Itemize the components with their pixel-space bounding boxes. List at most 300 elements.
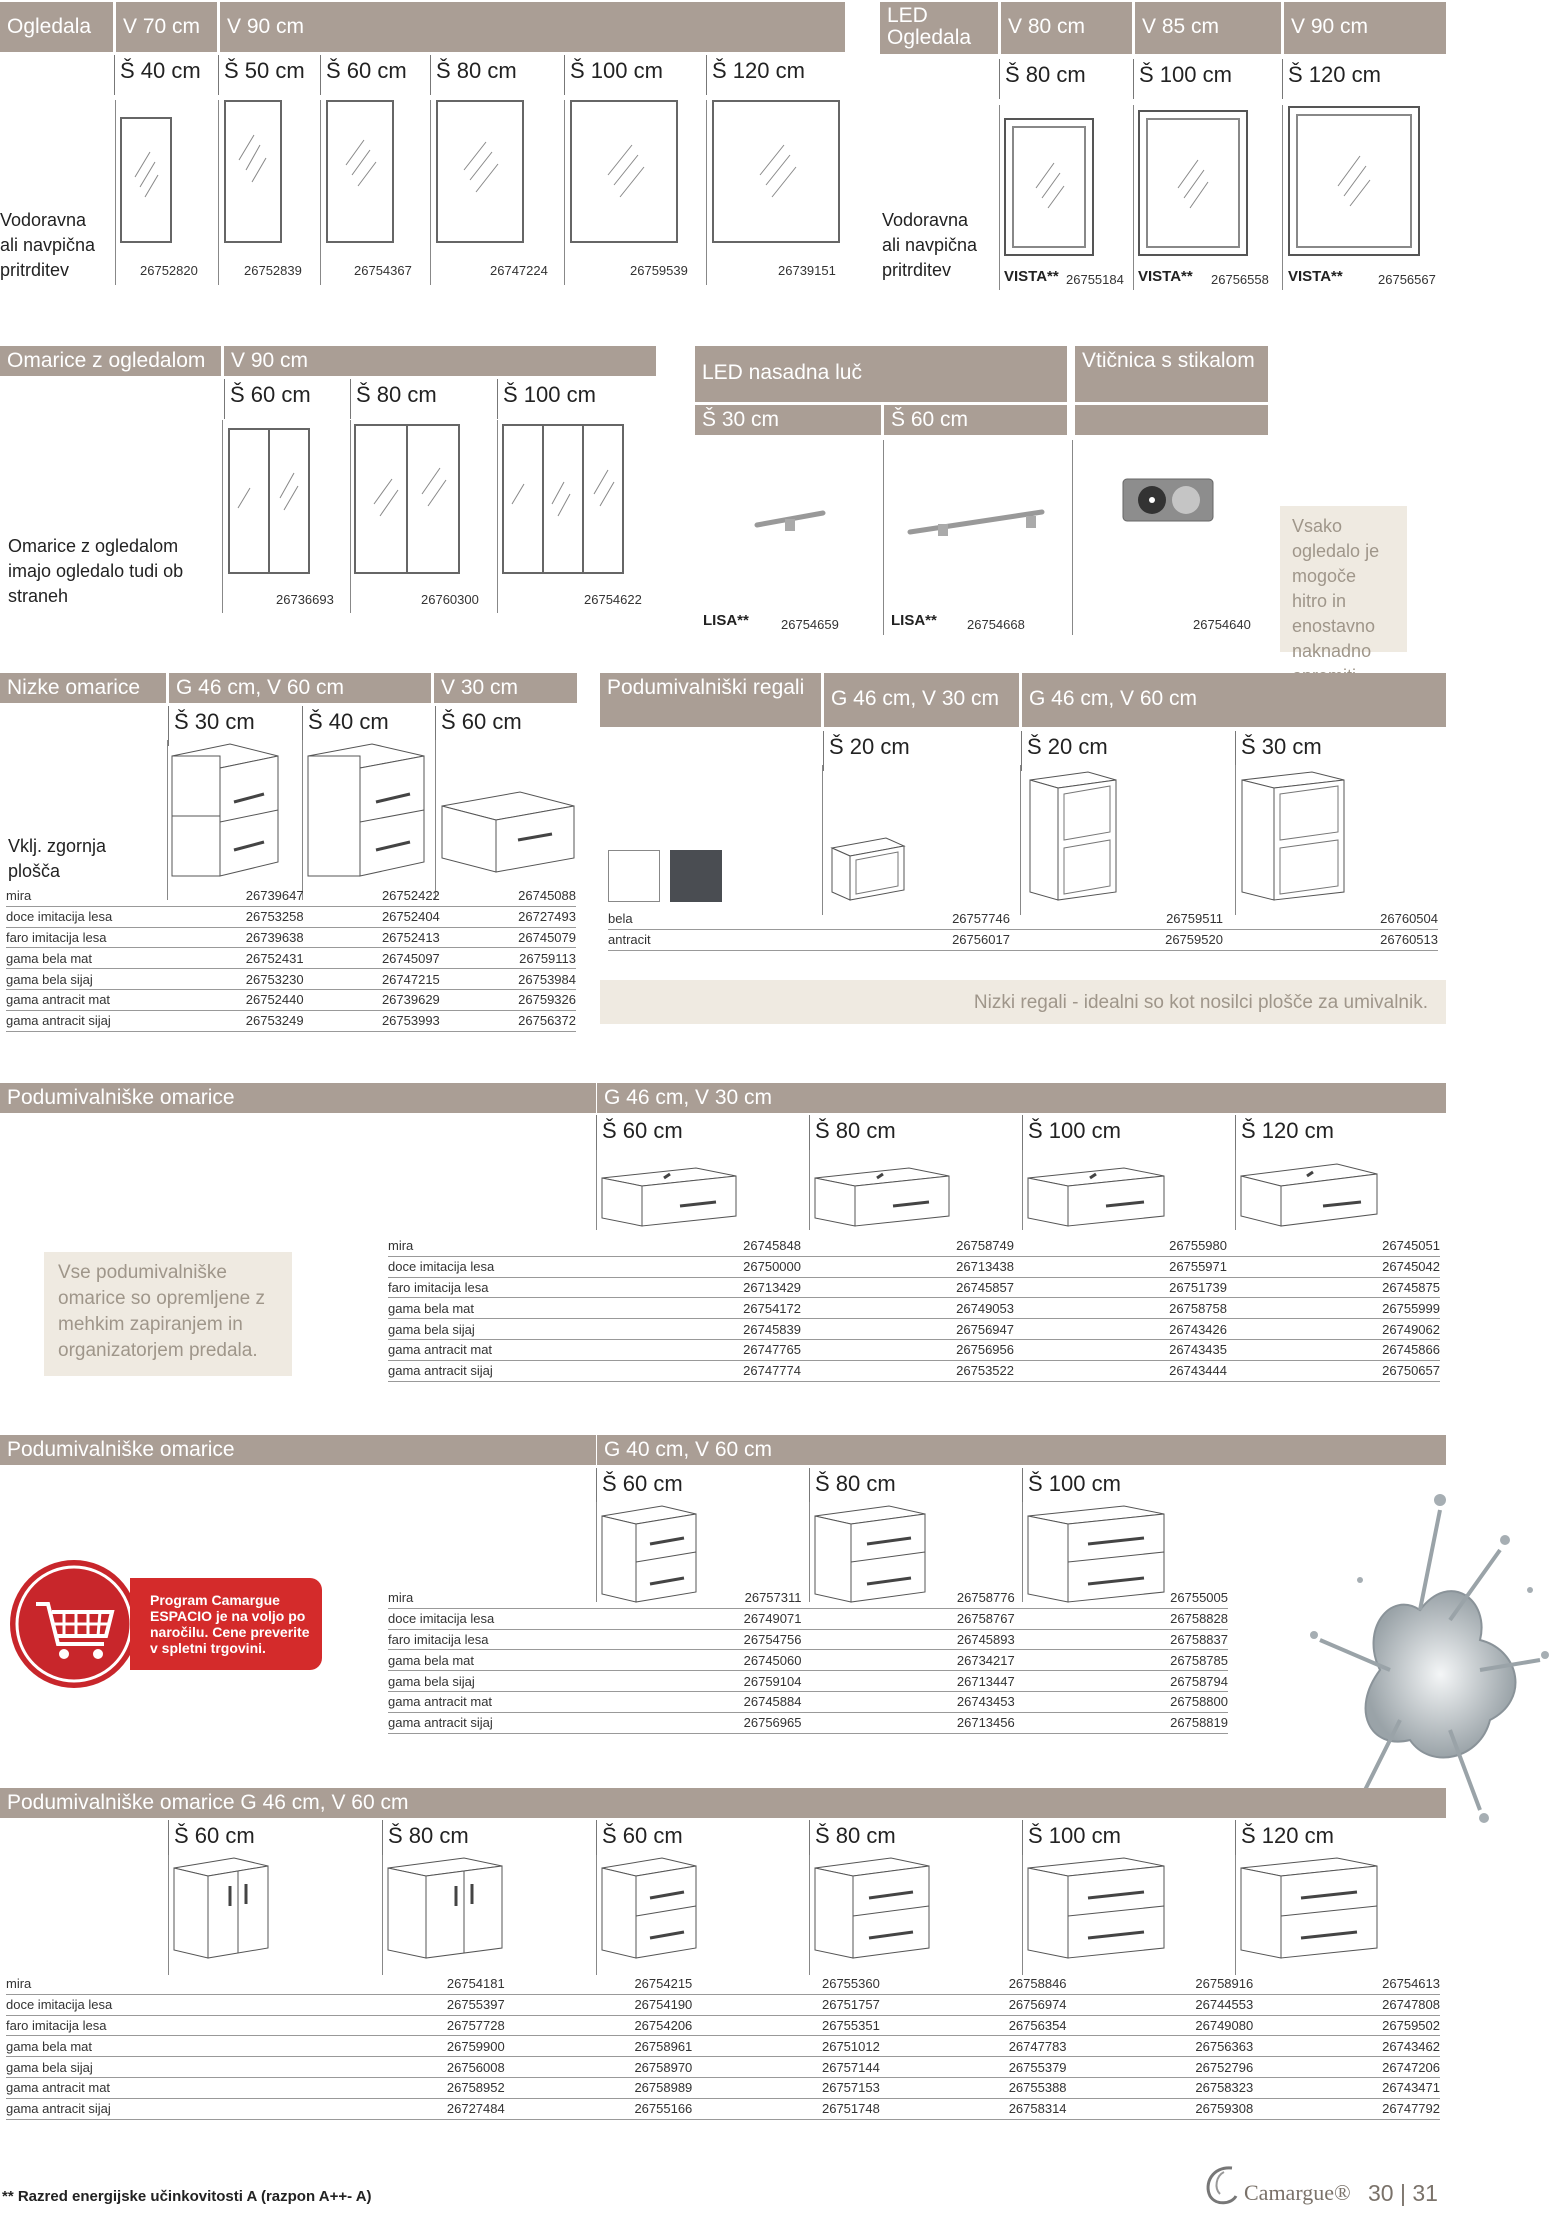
camargue-logo: Camargue®	[1244, 2180, 1351, 2205]
mirror-60-code: 26754367	[354, 263, 412, 278]
product-code: 26745893	[801, 1629, 1014, 1650]
product-code: 26745060	[588, 1650, 801, 1671]
product-code: 26759113	[440, 948, 576, 969]
product-code: 26751757	[692, 1994, 880, 2015]
mirror-cabinets-desc: Omarice z ogledalom imajo ogledalo tudi ob straneh	[8, 536, 184, 606]
row-label: faro imitacija lesa	[388, 1277, 588, 1298]
mirror-width-80: Š 80 cm	[436, 58, 517, 83]
product-code: 26757311	[588, 1588, 801, 1608]
product-code: 26745042	[1227, 1256, 1440, 1277]
row-label: gama antracit mat	[388, 1691, 588, 1712]
product-code: 26756965	[588, 1712, 801, 1733]
row-label: antracit	[608, 929, 819, 950]
product-code: 26739647	[167, 886, 303, 906]
mirror-cabinet-width-60: Š 60 cm	[230, 382, 311, 407]
product-code: 26754756	[588, 1629, 801, 1650]
product-code: 26743453	[801, 1691, 1014, 1712]
product-code: 26743462	[1253, 2036, 1440, 2057]
led-mirror-80-image	[1004, 118, 1096, 258]
vanity2-width-60: Š 60 cm	[602, 1471, 683, 1496]
led-mirror-width-100: Š 100 cm	[1139, 62, 1232, 87]
mirror-cabinet-80-code: 26760300	[421, 592, 479, 607]
led-mirror-100-image	[1138, 110, 1250, 258]
product-code: 26758314	[880, 2098, 1067, 2119]
product-code: 26713429	[588, 1277, 801, 1298]
led-light-title: LED nasadna luč	[695, 346, 1067, 402]
product-code: 26749062	[1227, 1319, 1440, 1340]
row-label: doce imitacija lesa	[388, 1608, 588, 1629]
product-code: 26758776	[801, 1588, 1014, 1608]
product-code: 26752422	[304, 886, 440, 906]
vanity1-table	[388, 1236, 1440, 1382]
table-row	[388, 1319, 1440, 1340]
product-code: 26756372	[440, 1010, 576, 1031]
vanity1-80-image	[813, 1166, 953, 1230]
row-label: mira	[6, 886, 167, 906]
product-code: 26747808	[1253, 1994, 1440, 2015]
product-code: 26759900	[317, 2036, 505, 2057]
vanity1-width-80: Š 80 cm	[815, 1118, 896, 1143]
vanity2-table	[388, 1588, 1228, 1734]
vanity3-width-60b: Š 60 cm	[602, 1823, 683, 1848]
table-row	[6, 2015, 1440, 2036]
mirror-80-code: 26747224	[490, 263, 548, 278]
product-code: 26751012	[692, 2036, 880, 2057]
led-light-30-image	[755, 505, 827, 535]
product-code: 26758785	[1015, 1650, 1228, 1671]
product-code: 26751748	[692, 2098, 880, 2119]
socket-image	[1122, 478, 1216, 524]
product-code: 26758828	[1015, 1608, 1228, 1629]
table-row	[608, 909, 1438, 929]
product-code: 26758916	[1067, 1974, 1254, 1994]
vanity3-100-drawers-image	[1026, 1856, 1168, 1960]
mirror-100-code: 26759539	[630, 263, 688, 278]
product-code: 26744553	[1067, 1994, 1254, 2015]
mirror-cabinet-80-image	[354, 424, 464, 578]
product-code: 26745839	[588, 1319, 801, 1340]
row-label: gama bela mat	[388, 1298, 588, 1319]
product-code: 26755999	[1227, 1298, 1440, 1319]
vanity2-size: G 40 cm, V 60 cm	[597, 1435, 1446, 1465]
mirror-120-image	[712, 100, 842, 245]
led-mirrors-mount-text: Vodoravna ali navpična pritrditev	[882, 210, 978, 280]
vanity3-80-drawers-image	[813, 1856, 933, 1960]
vanity2-title: Podumivalniške omarice	[0, 1435, 596, 1465]
mirror-width-60: Š 60 cm	[326, 58, 407, 83]
swatch-white	[608, 850, 660, 902]
cart-icon	[8, 1558, 140, 1690]
table-row	[6, 948, 576, 969]
product-code: 26755166	[505, 2098, 693, 2119]
socket-title: Vtičnica s stikalom	[1075, 346, 1268, 402]
low-cabinet-width-30: Š 30 cm	[174, 709, 255, 734]
product-code: 26755005	[1015, 1588, 1228, 1608]
product-code: 26758961	[505, 2036, 693, 2057]
row-label: gama antracit sijaj	[388, 1360, 588, 1381]
table-row	[388, 1691, 1228, 1712]
product-code: 26750657	[1227, 1360, 1440, 1381]
row-label: mira	[6, 1974, 317, 1994]
mirrors-title: Ogledala	[0, 2, 113, 52]
product-code: 26759326	[440, 989, 576, 1010]
vanity3-width-80b: Š 80 cm	[815, 1823, 896, 1848]
row-label: gama bela sijaj	[6, 2057, 317, 2078]
vanity1-width-100: Š 100 cm	[1028, 1118, 1121, 1143]
product-code: 26757144	[692, 2057, 880, 2078]
led-mirror-120-code: 26756567	[1378, 272, 1436, 287]
product-code: 26739638	[167, 927, 303, 948]
mirror-width-40: Š 40 cm	[120, 58, 201, 83]
vanity1-title: Podumivalniške omarice	[0, 1083, 596, 1113]
product-code: 26745884	[588, 1691, 801, 1712]
vanity3-60-doors-image	[172, 1856, 272, 1960]
vanity1-note: Vse podumivalniške omarice so opremljene z mehkim zapiranjem in organizatorjem predala.	[44, 1252, 292, 1376]
table-row	[388, 1236, 1440, 1256]
product-code: 26743435	[1014, 1339, 1227, 1360]
row-label: mira	[388, 1588, 588, 1608]
led-mirror-120-image	[1288, 106, 1422, 258]
mirror-80-image	[436, 100, 526, 245]
vanity3-120-drawers-image	[1239, 1856, 1381, 1960]
low-cabinets-incl: Vklj. zgornja plošča	[8, 836, 107, 881]
product-code: 26760513	[1223, 929, 1438, 950]
product-code: 26753258	[167, 906, 303, 927]
led-mirror-80-brand: VISTA**	[1004, 268, 1059, 285]
mirror-40-image	[120, 117, 174, 245]
product-code: 26745051	[1227, 1236, 1440, 1256]
product-code: 26755379	[880, 2057, 1067, 2078]
vanity1-60-image	[600, 1166, 740, 1230]
led-mirrors-title: LED Ogledala	[880, 2, 998, 54]
vanity3-title: Podumivalniške omarice G 46 cm, V 60 cm	[0, 1788, 1446, 1818]
row-label: gama bela sijaj	[388, 1671, 588, 1692]
product-code: 26755397	[317, 1994, 505, 2015]
product-code: 26758794	[1015, 1671, 1228, 1692]
product-code: 26745848	[588, 1236, 801, 1256]
product-code: 26758323	[1067, 2077, 1254, 2098]
led-mirror-100-code: 26756558	[1211, 272, 1269, 287]
mirror-cabinet-60-code: 26736693	[276, 592, 334, 607]
shelf-30-tall-image	[1240, 770, 1348, 902]
product-code: 26739629	[304, 989, 440, 1010]
vanity3-width-120: Š 120 cm	[1241, 1823, 1334, 1848]
row-label: bela	[608, 909, 819, 929]
table-row	[388, 1277, 1440, 1298]
mirror-40-code: 26752820	[140, 263, 198, 278]
product-code: 26747792	[1253, 2098, 1440, 2119]
row-label: gama bela sijaj	[388, 1319, 588, 1340]
product-code: 26750000	[588, 1256, 801, 1277]
water-splash-image	[1300, 1470, 1550, 1830]
vanity1-width-60: Š 60 cm	[602, 1118, 683, 1143]
product-code: 26758837	[1015, 1629, 1228, 1650]
table-row	[6, 906, 576, 927]
vanity1-size: G 46 cm, V 30 cm	[597, 1083, 1446, 1113]
table-row	[388, 1339, 1440, 1360]
low-cabinets-size: G 46 cm, V 60 cm	[169, 673, 431, 703]
product-code: 26755360	[692, 1974, 880, 1994]
shelves-title: Podumivalniški regali	[600, 673, 821, 727]
socket-code: 26754640	[1193, 617, 1251, 632]
product-code: 26758800	[1015, 1691, 1228, 1712]
product-code: 26745866	[1227, 1339, 1440, 1360]
product-code: 26753993	[304, 1010, 440, 1031]
mirror-note: Vsako ogledalo je mogoče hitro in enostavno naknadno	[1280, 506, 1407, 652]
table-row	[388, 1588, 1228, 1608]
vanity3-table	[6, 1974, 1440, 2120]
product-code: 26745857	[801, 1277, 1014, 1298]
table-row	[608, 929, 1438, 950]
mirror-120-code: 26739151	[778, 263, 836, 278]
shelves-note: Nizki regali - idealni so kot nosilci plošče za umivalnik.	[600, 980, 1446, 1024]
product-code: 26752431	[167, 948, 303, 969]
low-cabinets-height-30: V 30 cm	[434, 673, 577, 703]
product-code: 26759520	[1010, 929, 1223, 950]
product-code: 26713447	[801, 1671, 1014, 1692]
swatch-antracit	[670, 850, 722, 902]
product-code: 26757153	[692, 2077, 880, 2098]
product-code: 26734217	[801, 1650, 1014, 1671]
mirror-width-50: Š 50 cm	[224, 58, 305, 83]
product-code: 26758749	[801, 1236, 1014, 1256]
shelves-table	[608, 909, 1438, 951]
low-cabinet-width-60: Š 60 cm	[441, 709, 522, 734]
low-cabinet-60-image	[440, 790, 576, 876]
product-code: 26745088	[440, 886, 576, 906]
table-row	[388, 1256, 1440, 1277]
led-light-30-brand: LISA**	[703, 612, 749, 629]
product-code: 26757746	[819, 909, 1010, 929]
mirror-cabinet-width-100: Š 100 cm	[503, 382, 596, 407]
led-light-60-image	[908, 502, 1046, 542]
table-row	[6, 1974, 1440, 1994]
led-light-30-code: 26754659	[781, 617, 839, 632]
shelf-width-30: Š 30 cm	[1241, 734, 1322, 759]
low-cabinet-30-image	[170, 742, 282, 878]
table-row	[388, 1650, 1228, 1671]
product-code: 26758970	[505, 2057, 693, 2078]
row-label: gama bela mat	[6, 948, 167, 969]
vanity1-120-image	[1239, 1162, 1381, 1230]
camargue-logo-icon	[1202, 2162, 1242, 2206]
product-code: 26727484	[317, 2098, 505, 2119]
mirror-100-image	[570, 100, 680, 245]
product-code: 26743471	[1253, 2077, 1440, 2098]
product-code: 26759104	[588, 1671, 801, 1692]
row-label: faro imitacija lesa	[6, 2015, 317, 2036]
product-code: 26755980	[1014, 1236, 1227, 1256]
product-code: 26756017	[819, 929, 1010, 950]
row-label: gama antracit mat	[6, 989, 167, 1010]
low-cabinets-title: Nizke omarice	[0, 673, 166, 703]
led-mirror-height-90: V 90 cm	[1284, 2, 1446, 54]
table-row	[6, 2098, 1440, 2119]
product-code: 26754181	[317, 1974, 505, 1994]
low-cabinet-width-40: Š 40 cm	[308, 709, 389, 734]
vanity2-width-100: Š 100 cm	[1028, 1471, 1121, 1496]
product-code: 26757728	[317, 2015, 505, 2036]
socket-bar	[1075, 405, 1268, 435]
led-mirror-100-brand: VISTA**	[1138, 268, 1193, 285]
shelf-width-20b: Š 20 cm	[1027, 734, 1108, 759]
product-code: 26756974	[880, 1994, 1067, 2015]
product-code: 26745079	[440, 927, 576, 948]
row-label: gama antracit mat	[6, 2077, 317, 2098]
row-label: gama bela sijaj	[6, 969, 167, 990]
table-row	[388, 1712, 1228, 1733]
product-code: 26743444	[1014, 1360, 1227, 1381]
product-code: 26755388	[880, 2077, 1067, 2098]
product-code: 26756363	[1067, 2036, 1254, 2057]
product-code: 26756947	[801, 1319, 1014, 1340]
product-code: 26755351	[692, 2015, 880, 2036]
product-code: 26759511	[1010, 909, 1223, 929]
page-numbers: 30 | 31	[1368, 2180, 1438, 2206]
mirror-cabinet-100-image	[502, 424, 628, 578]
row-label: faro imitacija lesa	[6, 927, 167, 948]
table-row	[388, 1360, 1440, 1381]
product-code: 26749080	[1067, 2015, 1254, 2036]
product-code: 26752796	[1067, 2057, 1254, 2078]
product-code: 26713456	[801, 1712, 1014, 1733]
product-code: 26743426	[1014, 1319, 1227, 1340]
shelf-20-small-image	[830, 836, 908, 902]
product-code: 26753984	[440, 969, 576, 990]
product-code: 26754172	[588, 1298, 801, 1319]
product-code: 26760504	[1223, 909, 1438, 929]
product-code: 26755971	[1014, 1256, 1227, 1277]
shelf-width-20a: Š 20 cm	[829, 734, 910, 759]
led-mirror-width-80: Š 80 cm	[1005, 62, 1086, 87]
mirror-cabinet-60-image	[228, 428, 314, 578]
mirror-50-image	[224, 100, 284, 245]
vanity3-width-60a: Š 60 cm	[174, 1823, 255, 1848]
mirror-cabinet-100-code: 26754622	[584, 592, 642, 607]
led-light-60-brand: LISA**	[891, 612, 937, 629]
low-cabinets-table	[6, 886, 576, 1032]
product-code: 26747206	[1253, 2057, 1440, 2078]
row-label: gama antracit sijaj	[388, 1712, 588, 1733]
led-light-60-code: 26754668	[967, 617, 1025, 632]
mirror-50-code: 26752839	[244, 263, 302, 278]
product-code: 26759502	[1253, 2015, 1440, 2036]
mirrors-mount-text: Vodoravna ali navpična pritrditev	[0, 210, 96, 280]
row-label: doce imitacija lesa	[6, 1994, 317, 2015]
product-code: 26747765	[588, 1339, 801, 1360]
table-row	[6, 989, 576, 1010]
product-code: 26752413	[304, 927, 440, 948]
energy-note: ** Razred energijske učinkovitosti A (razpon A++- A)	[2, 2188, 372, 2205]
product-code: 26749053	[801, 1298, 1014, 1319]
table-row	[388, 1671, 1228, 1692]
table-row	[388, 1298, 1440, 1319]
product-code: 26747774	[588, 1360, 801, 1381]
mirror-cabinets-height: V 90 cm	[224, 346, 656, 376]
table-row	[388, 1608, 1228, 1629]
table-row	[6, 969, 576, 990]
product-code: 26756354	[880, 2015, 1067, 2036]
product-code: 26756956	[801, 1339, 1014, 1360]
mirror-60-image	[326, 100, 396, 245]
table-row	[6, 1010, 576, 1031]
product-code: 26749071	[588, 1608, 801, 1629]
product-code: 26752440	[167, 989, 303, 1010]
table-row	[6, 2057, 1440, 2078]
table-row	[6, 2036, 1440, 2057]
led-mirror-120-brand: VISTA**	[1288, 268, 1343, 285]
row-label: gama bela mat	[6, 2036, 317, 2057]
low-cabinet-40-image	[306, 742, 428, 878]
product-code: 26758952	[317, 2077, 505, 2098]
product-code: 26754190	[505, 1994, 693, 2015]
row-label: mira	[388, 1236, 588, 1256]
product-code: 26758758	[1014, 1298, 1227, 1319]
table-row	[6, 1994, 1440, 2015]
product-code: 26753522	[801, 1360, 1014, 1381]
shelf-20-tall-image	[1028, 770, 1120, 902]
product-code: 26713438	[801, 1256, 1014, 1277]
vanity3-width-80a: Š 80 cm	[388, 1823, 469, 1848]
vanity3-60-drawers-image	[600, 1856, 700, 1960]
shelves-size-30: G 46 cm, V 30 cm	[824, 673, 1019, 727]
mirrors-height-90: V 90 cm	[220, 2, 845, 52]
led-mirror-height-85: V 85 cm	[1135, 2, 1281, 54]
table-row	[6, 2077, 1440, 2098]
product-code: 26759308	[1067, 2098, 1254, 2119]
product-code: 26758846	[880, 1974, 1067, 1994]
table-row	[388, 1629, 1228, 1650]
led-light-width-60: Š 60 cm	[884, 405, 1067, 435]
row-label: faro imitacija lesa	[388, 1629, 588, 1650]
vanity3-width-100: Š 100 cm	[1028, 1823, 1121, 1848]
product-code: 26754215	[505, 1974, 693, 1994]
product-code: 26758819	[1015, 1712, 1228, 1733]
mirror-cabinet-width-80: Š 80 cm	[356, 382, 437, 407]
led-light-width-30: Š 30 cm	[695, 405, 881, 435]
vanity1-width-120: Š 120 cm	[1241, 1118, 1334, 1143]
row-label: gama antracit sijaj	[6, 1010, 167, 1031]
led-mirror-80-code: 26755184	[1066, 272, 1124, 287]
product-code: 26758989	[505, 2077, 693, 2098]
product-code: 26756008	[317, 2057, 505, 2078]
product-code: 26753249	[167, 1010, 303, 1031]
product-code: 26745875	[1227, 1277, 1440, 1298]
product-code: 26747215	[304, 969, 440, 990]
product-code: 26745097	[304, 948, 440, 969]
product-code: 26727493	[440, 906, 576, 927]
led-mirror-width-120: Š 120 cm	[1288, 62, 1381, 87]
vanity3-80-doors-image	[386, 1856, 506, 1960]
shelves-size-60: G 46 cm, V 60 cm	[1022, 673, 1446, 727]
vanity1-100-image	[1026, 1166, 1168, 1230]
product-code: 26754613	[1253, 1974, 1440, 1994]
mirror-cabinets-title: Omarice z ogledalom	[0, 346, 221, 376]
mirrors-height-70: V 70 cm	[116, 2, 217, 52]
product-code: 26758767	[801, 1608, 1014, 1629]
mirror-width-100: Š 100 cm	[570, 58, 663, 83]
table-row	[6, 886, 576, 906]
row-label: gama antracit mat	[388, 1339, 588, 1360]
row-label: gama antracit sijaj	[6, 2098, 317, 2119]
promo-text: Program Camargue ESPACIO je na voljo po naročilu. Cene preverite v spletni trgovini.	[150, 1592, 310, 1656]
vanity2-width-80: Š 80 cm	[815, 1471, 896, 1496]
led-mirror-height-80: V 80 cm	[1001, 2, 1132, 54]
product-code: 26752404	[304, 906, 440, 927]
product-code: 26754206	[505, 2015, 693, 2036]
row-label: doce imitacija lesa	[388, 1256, 588, 1277]
product-code: 26747783	[880, 2036, 1067, 2057]
